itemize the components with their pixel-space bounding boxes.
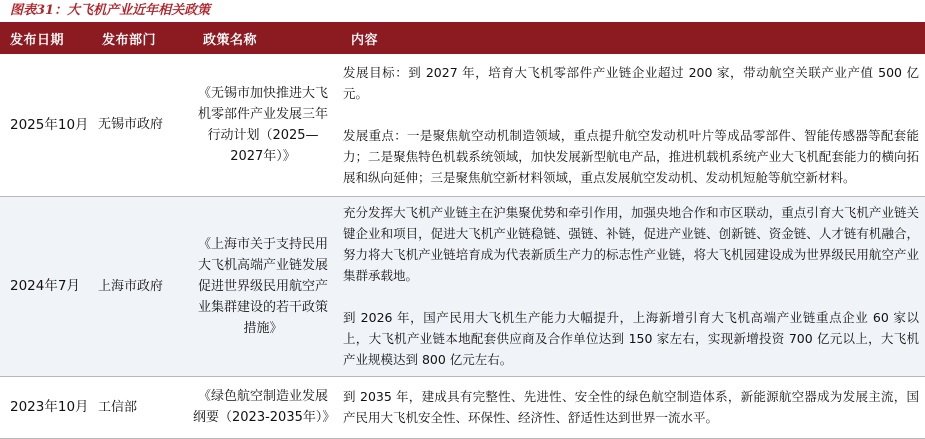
content-paragraph: 发展目标：到 2027 年，培育大飞机零部件产业链企业超过 200 家，带动航空关联产业产值 500 亿元。	[343, 64, 919, 101]
header-content: 内容	[337, 22, 925, 54]
table-row	[0, 376, 925, 438]
content-paragraph: 到 2035 年，建成具有完整性、先进性、安全性的绿色航空制造体系，新能源航空器成为发展主流，国产民用大飞机安全性、环保性、经济性、舒适性达到世界一流水平。	[343, 389, 919, 425]
table-header-row	[0, 22, 925, 54]
table-row	[0, 54, 925, 196]
cell-date: 2024年7月	[0, 196, 92, 376]
cell-policy: 《绿色航空制造业发展纲要（2023-2035年）》	[189, 376, 337, 438]
cell-dept: 无锡市政府	[92, 54, 189, 196]
cell-policy: 《上海市关于支持民用大飞机高端产业链发展促进世界级民用航空产业集群建设的若干政策措施》	[189, 196, 337, 376]
content-paragraph: 发展重点：一是聚焦航空动机制造领域，重点提升航空发动机叶片等成品零部件、智能传感器等配套能力；二是聚焦特色机载系统领域，加快发展新型航电产品，推进机载机系统产业大飞机配套能力的横向拓展和纵向延伸；三是聚焦航空新材料领域，重点发展航空发动机、发动机短舱等航空新材料。	[343, 127, 919, 185]
cell-content	[337, 54, 925, 196]
cell-date: 2025年10月	[0, 54, 92, 196]
header-policy: 政策名称	[189, 22, 337, 54]
cell-dept: 工信部	[92, 376, 189, 438]
content-paragraph: 到 2026 年，国产民用大飞机生产能力大幅提升，上海新增引育大飞机高端产业链重点企业 60 家以上，大飞机产业链本地配套供应商及合作单位达到 150 家左右，实现新增投资 700 亿元以上，大飞机产业规模达到 800 亿元左右。	[343, 310, 919, 367]
table-row	[0, 196, 925, 376]
cell-date: 2023年10月	[0, 376, 92, 438]
cell-policy: 《无锡市加快推进大飞机零部件产业发展三年行动计划（2025—2027年）》	[189, 54, 337, 196]
header-date: 发布日期	[0, 22, 92, 54]
header-dept: 发布部门	[92, 22, 189, 54]
cell-content	[337, 376, 925, 438]
cell-dept: 上海市政府	[92, 196, 189, 376]
cell-content	[337, 196, 925, 376]
content-paragraph: 充分发挥大飞机产业链主在沪集聚优势和牵引作用，加强央地合作和市区联动，重点引育大飞机产业链关键企业和项目，促进大飞机产业链稳链、强链、补链，促进产业链、创新链、资金链、人才链有机融合，努力将大飞机产业链培育成为代表新质生产力的标志性产业链，将大飞机园建设成为世界级民用航空产业集群承载地。	[343, 205, 919, 283]
policy-table	[0, 22, 925, 439]
table-caption: 图表31：大飞机产业近年相关政策	[10, 3, 211, 18]
